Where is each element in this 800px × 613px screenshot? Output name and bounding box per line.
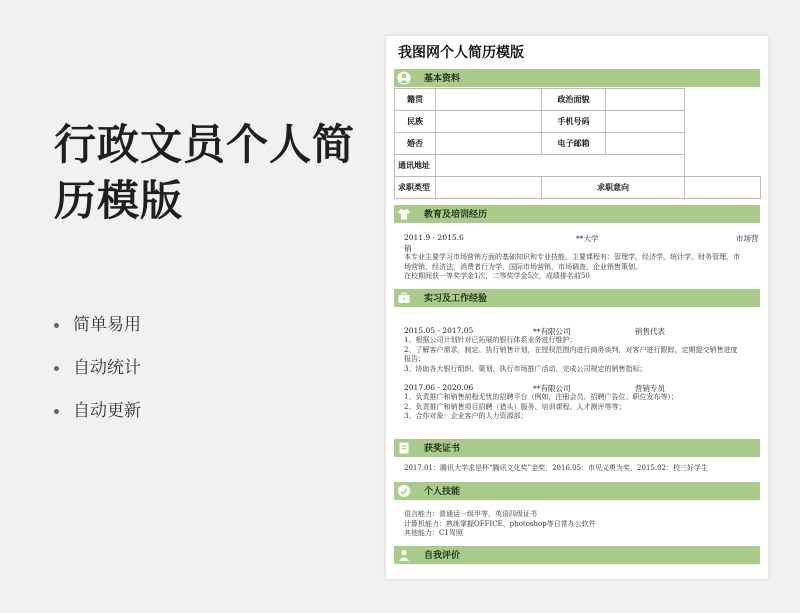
job-type-label: 求职类型	[395, 177, 436, 199]
edu-school: **大学	[576, 234, 599, 243]
native-label: 籍贯	[395, 89, 436, 111]
political-field[interactable]	[606, 89, 685, 111]
job-intent-label: 求职意向	[542, 177, 685, 199]
section-heading: 实习及工作经验	[424, 294, 488, 304]
promo-title-line-2: 历模版	[54, 176, 184, 225]
section-heading: 自我评价	[424, 551, 461, 561]
job-intent-field[interactable]	[685, 177, 761, 199]
edu-description: 本专业主要学习市场营销方面的基础知识和专业技能。主要课程有：管理学，经济学，统计学，财务管理，市 场营销，经济法，消费者行为学，国际市场营销，市场调查，企业销售策划。 在校期间获一等奖学金1次，二等奖学金5次，成绩排名前50	[404, 253, 740, 280]
phone-label: 手机号码	[542, 111, 606, 133]
feature-item: 自动统计	[54, 357, 141, 400]
email-label: 电子邮箱	[542, 133, 606, 155]
section-heading: 基本资料	[424, 74, 461, 84]
job1-role: 销售代表	[635, 327, 665, 336]
edu-major-continued: 销	[404, 244, 412, 253]
phone-field[interactable]	[606, 111, 685, 133]
feature-item: 自动更新	[54, 400, 141, 443]
native-field[interactable]	[436, 89, 542, 111]
section-heading: 获奖证书	[424, 444, 461, 454]
section-heading: 个人技能	[424, 487, 461, 497]
job2-description: 1、负责推广和销售前程无忧的招聘平台（例如，注册会员、招聘广告位、职位发布等）； 2、负责推广和销售项目招聘（猎头）服务、培训课程、人才测评等等； 3、合作对象：企业客户的人力资源部；	[404, 393, 678, 420]
bullet-icon	[54, 366, 59, 371]
awards-text: 2017.01：腾讯大学求是杯“腾讯文化奖”金奖，2016.05：市见义勇为奖，2015.02：校三好学生	[404, 464, 708, 472]
user-icon	[397, 548, 411, 562]
marital-label: 婚否	[395, 133, 436, 155]
person-icon	[397, 71, 411, 85]
ethnicity-field[interactable]	[436, 111, 542, 133]
section-skills	[394, 482, 760, 500]
address-field[interactable]	[436, 155, 685, 177]
job2-period: 2017.06 - 2020.06	[404, 383, 474, 392]
certificate-icon	[397, 441, 411, 455]
table-row	[395, 177, 761, 199]
skills-list: 语言能力：普通话一级甲等，英语四级证书 计算机能力：熟练掌握OFFICE、photoshop等日常办公软件 其他能力：C1驾照	[404, 510, 596, 537]
bullet-icon	[54, 409, 59, 414]
job1-company: **有限公司	[533, 327, 571, 336]
resume-sheet	[386, 36, 768, 579]
job1-description: 1、根据公司计划针对已拓展的银行体系业务进行维护； 2、了解客户需求，制定、执行销售计划，在授权范围内进行商务谈判，对客户进行跟踪，定期提交销售进度 报告； 3、协助各大银行组织、策划、执行市场推广活动，完成公司规定的销售指标；	[404, 336, 738, 373]
job2-company: **有限公司	[533, 384, 571, 393]
job-type-field[interactable]	[436, 177, 542, 199]
edu-major: 市场营	[736, 234, 759, 243]
email-field[interactable]	[606, 133, 685, 155]
section-awards	[394, 439, 760, 457]
marital-field[interactable]	[436, 133, 542, 155]
briefcase-icon	[397, 291, 411, 305]
section-education	[394, 205, 760, 223]
table-row	[395, 89, 761, 111]
address-label: 通讯地址	[395, 155, 436, 177]
section-heading: 教育及培训经历	[424, 210, 488, 220]
resume-title: 我图网个人简历模版	[398, 45, 524, 61]
feature-item: 简单易用	[54, 314, 141, 357]
photo-area	[685, 89, 761, 177]
ethnicity-label: 民族	[395, 111, 436, 133]
bullet-icon	[54, 323, 59, 328]
section-self-evaluation	[394, 546, 760, 564]
feature-list	[54, 314, 141, 443]
political-label: 政治面貌	[542, 89, 606, 111]
job1-period: 2015.05 - 2017.05	[404, 326, 474, 335]
job2-role: 营销专员	[635, 384, 665, 393]
skill-icon	[397, 484, 411, 498]
basic-info-table	[394, 88, 761, 199]
promo-title	[54, 117, 355, 229]
section-work	[394, 289, 760, 307]
section-basic-info	[394, 69, 760, 87]
promo-title-line-1: 行政文员个人简	[54, 120, 356, 169]
tshirt-icon	[397, 207, 411, 221]
edu-period: 2011.9 - 2015.6	[404, 233, 464, 242]
